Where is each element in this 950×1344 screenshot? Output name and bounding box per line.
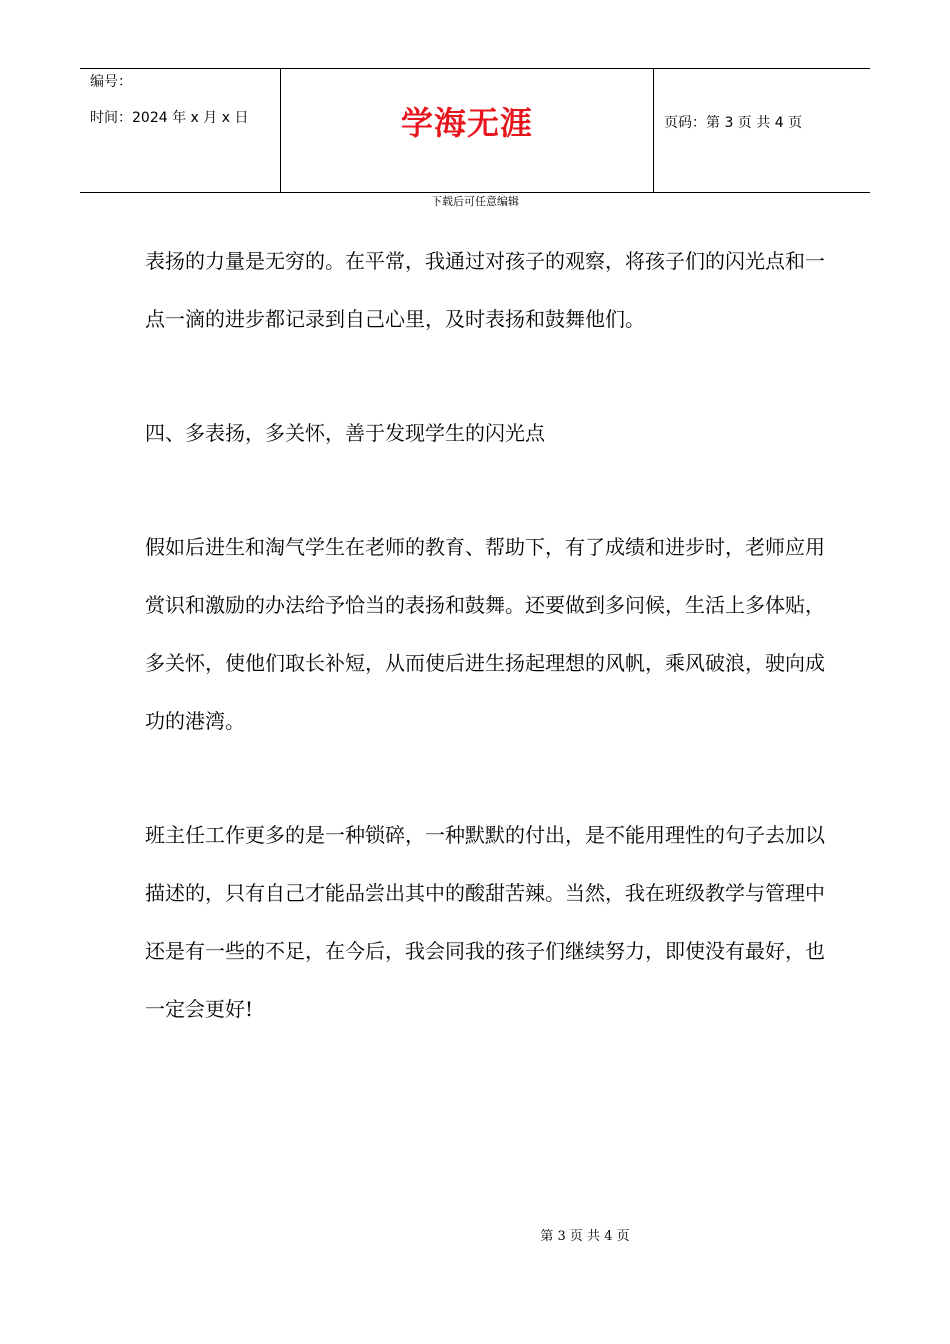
paragraph-underachievers: 假如后进生和淘气学生在老师的教育、帮助下，有了成绩和进步时，老师应用赏识和激励的办法给予恰当的表扬和鼓舞。还要做到多问候，生活上多体贴，多关怀，使他们取长补短，从而使后进生扬起理想的风帆，乘风破浪，驶向成功的港湾。 [145, 535, 825, 733]
brand-title: 学海无涯 [400, 104, 533, 142]
document-time-label: 时间：2024 年 x 月 x 日 [90, 110, 249, 126]
page-footer: 第 3 页 共 4 页 [540, 1229, 630, 1244]
header-info-cell [80, 69, 281, 192]
paragraph-conclusion: 班主任工作更多的是一种锁碎，一种默默的付出，是不能用理性的句子去加以描述的，只有自己才能品尝出其中的酸甜苦辣。当然，我在班级教学与管理中还是有一些的不足，在今后，我会同我的孩子们继续努力，即使没有最好，也一定会更好! [145, 823, 825, 1021]
document-header [80, 68, 870, 193]
document-code-label: 编号： [90, 74, 132, 90]
header-title-cell [281, 69, 654, 192]
page-code-label: 页码：第 3 页 共 4 页 [664, 115, 803, 131]
paragraph-praise: 表扬的力量是无穷的。在平常，我通过对孩子的观察，将孩子们的闪光点和一点一滴的进步都记录到自己心里，及时表扬和鼓舞他们。 [145, 249, 825, 331]
download-note: 下载后可任意编辑 [431, 195, 519, 208]
section-heading-four: 四、多表扬，多关怀，善于发现学生的闪光点 [145, 421, 545, 445]
document-body [145, 232, 825, 1038]
header-page-cell [654, 69, 870, 192]
